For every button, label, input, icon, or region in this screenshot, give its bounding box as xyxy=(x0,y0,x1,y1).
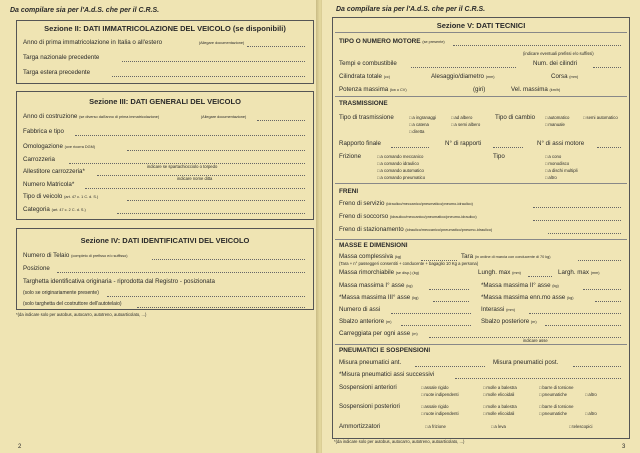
label: *Misura pneumatici assi successivi xyxy=(339,371,435,378)
left-page xyxy=(0,0,318,453)
masses-heading: MASSE E DIMENSIONI xyxy=(339,242,408,249)
motor-heading: TIPO O NUMERO MOTORE (se presente) xyxy=(339,38,445,45)
section-5-title: Sezione V: DATI TECNICI xyxy=(436,21,526,30)
section-3-title: Sezione III: DATI GENERALI DEL VEICOLO xyxy=(89,97,241,106)
label: *Massa massima II° asse (kg) xyxy=(481,282,559,289)
label: Tipo xyxy=(493,153,505,160)
checkbox-telescopici[interactable]: □ telescopici xyxy=(569,424,592,429)
label: Rapporto finale xyxy=(339,140,381,147)
note: indicare asse xyxy=(523,338,548,343)
checkbox-catena[interactable]: □ a catena xyxy=(409,122,429,127)
note: (indicare eventuali prefissi e/o suffissi) xyxy=(523,51,594,56)
field-line[interactable] xyxy=(127,200,305,201)
label: Tipo di cambio xyxy=(495,114,536,121)
label: Sbalzo posteriore (m) xyxy=(481,318,537,325)
divider xyxy=(335,32,627,33)
checkbox-ant-indip[interactable]: □ ruote indipendenti xyxy=(421,392,459,397)
label: Carrozzeria xyxy=(23,156,55,163)
label: (solo se originariamente presente) xyxy=(23,290,99,296)
section-5-box xyxy=(332,17,630,439)
label: Freno di soccorso (idraulico/meccanico/pneumatico/pneumo-idraulico) xyxy=(339,213,477,220)
label: N° di rapporti xyxy=(445,140,482,147)
label: Potenza massima (kw o CV) xyxy=(339,86,407,93)
footnote: *(da indicare solo per autobus, autocarro, autotreno, autoarticolato, ...) xyxy=(334,439,465,444)
field-line[interactable] xyxy=(415,366,485,367)
label: Anno di costruzione (se diverso dall'anno di prima immatricolazione) (Allegare documentazione) xyxy=(23,113,247,120)
checkbox-frizione-automatico[interactable]: □ a comando automatico xyxy=(377,168,424,173)
label: Tipo di veicolo (art. 47 c. 1 C. d. S.) xyxy=(23,193,99,200)
label: Targa nazionale precedente xyxy=(23,54,100,61)
label: *Massa massima III° asse (kg) xyxy=(339,294,419,301)
field-line[interactable] xyxy=(257,120,305,121)
label: Allestitore carrozzeria* xyxy=(23,168,85,175)
checkbox-semi-automatico[interactable]: □ semi automatico xyxy=(583,115,618,120)
section-3-box xyxy=(16,91,314,220)
label: Misura pneumatici post. xyxy=(493,359,559,366)
label: Posizione xyxy=(23,265,50,272)
label: Largh. max (mm) xyxy=(558,269,600,276)
field-line[interactable] xyxy=(391,147,429,148)
section-4-box xyxy=(16,228,314,310)
label: Misura pneumatici ant. xyxy=(339,359,402,366)
divider xyxy=(335,96,627,97)
label: Massa complessiva (kg) xyxy=(339,253,402,260)
label: Corsa (mm) xyxy=(551,73,579,80)
field-line[interactable] xyxy=(433,301,469,302)
transmission-heading: TRASMISSIONE xyxy=(339,100,388,107)
section-2-title: Sezione II: DATI IMMATRICOLAZIONE DEL VEICOLO (se disponibili) xyxy=(44,24,286,33)
right-header: Da compilare sia per l'A.d.S. che per il C.R.S. xyxy=(336,6,486,13)
field-line[interactable] xyxy=(528,276,552,277)
checkbox-frizione[interactable]: □ a frizione xyxy=(425,424,446,429)
section-4-title: Sezione IV: DATI IDENTIFICATIVI DEL VEICOLO xyxy=(80,236,250,245)
label: Vel. massima (km/h) xyxy=(511,86,561,93)
checkbox-post-assale[interactable]: □ assale rigido xyxy=(421,404,449,409)
checkbox-frizione-pneumatico[interactable]: □ a comando pneumatico xyxy=(377,175,425,180)
checkbox-ant-torsione[interactable]: □ barre di torsione xyxy=(539,385,573,390)
field-line[interactable] xyxy=(137,307,305,308)
field-line[interactable] xyxy=(75,135,305,136)
label: Interassi (mm) xyxy=(481,306,515,313)
field-line[interactable] xyxy=(583,289,621,290)
divider xyxy=(335,183,627,184)
checkbox-post-indip[interactable]: □ ruote indipendenti xyxy=(421,411,459,416)
label: *Massa massima enn.mo asse (kg) xyxy=(481,294,574,301)
checkbox-diretta[interactable]: □ diretta xyxy=(409,129,424,134)
field-line[interactable] xyxy=(112,76,305,77)
left-header: Da compilare sia per l'A.d.S. che per il C.R.S. xyxy=(10,7,160,14)
label: N° di assi motore xyxy=(537,140,585,147)
label: Sbalzo anteriore (m) xyxy=(339,318,392,325)
checkbox-post-torsione[interactable]: □ barre di torsione xyxy=(539,404,573,409)
checkbox-dischi-multipli[interactable]: □ a dischi multipli xyxy=(545,168,578,173)
field-line[interactable] xyxy=(548,233,621,234)
checkbox-ant-assale[interactable]: □ assale rigido xyxy=(421,385,449,390)
field-line[interactable] xyxy=(573,366,621,367)
label: Freno di stazionamento (idraulico/meccanico/pneumatico/pneumo-idraulico) xyxy=(339,226,493,233)
label: Anno di prima immatricolazione in Italia o all'estero (Allegare documentazione) xyxy=(23,39,245,46)
field-line[interactable] xyxy=(117,213,305,214)
label: Numero di Telaio (completo di prefisso e/o suffisso) xyxy=(23,252,128,259)
label: Numero Matricola* xyxy=(23,181,75,188)
tyres-heading: PNEUMATICI E SOSPENSIONI xyxy=(339,347,431,354)
field-line[interactable] xyxy=(545,325,621,326)
field-line[interactable] xyxy=(533,207,621,208)
label: Massa rimorchiabile (se disp.) (kg) xyxy=(339,269,419,276)
checkbox-semi-albero[interactable]: □ a semi albero xyxy=(451,122,480,127)
checkbox-ant-elicoidali[interactable]: □ molle elicoidali xyxy=(483,392,514,397)
label: Tipo di trasmissione xyxy=(339,114,394,121)
field-line[interactable] xyxy=(597,147,621,148)
field-line[interactable] xyxy=(593,67,621,68)
label: Tempi e combustibile xyxy=(339,60,397,67)
label: (giri) xyxy=(473,86,486,93)
label: Massa massima I° asse (kg) xyxy=(339,282,413,289)
label: Categoria (art. 47 c. 2 C. d. S.) xyxy=(23,206,86,213)
field-line[interactable] xyxy=(411,67,516,68)
right-page xyxy=(322,0,640,453)
checkbox-ant-balestra[interactable]: □ molle a balestra xyxy=(483,385,517,390)
field-line[interactable] xyxy=(152,259,305,260)
field-line[interactable] xyxy=(529,313,621,314)
field-line[interactable] xyxy=(57,272,305,273)
field-line[interactable] xyxy=(595,301,621,302)
checkbox-cono[interactable]: □ a cono xyxy=(545,154,561,159)
label: Tara (in ordine di marcia con conducente di 70 kg) xyxy=(461,253,551,260)
note: indicare se spartachiocciolo o torpedo xyxy=(147,164,218,169)
label: Fabbrica e tipo xyxy=(23,128,64,135)
page-number: 3 xyxy=(622,444,626,450)
field-line[interactable] xyxy=(429,289,469,290)
label: Freno di servizio (idraulico/meccanico/pneumatico/pneumo-idraulico) xyxy=(339,200,473,207)
checkbox-ingranaggi[interactable]: □ a ingranaggi xyxy=(409,115,436,120)
page-number: 2 xyxy=(18,444,22,450)
field-line[interactable] xyxy=(455,378,621,379)
checkbox-albero[interactable]: □ ad albero xyxy=(451,115,472,120)
label: Ammortizzatori xyxy=(339,423,381,430)
checkbox-ant-pneumatiche[interactable]: □ pneumatiche xyxy=(539,392,567,397)
label: Carreggiata per ogni asse (m) xyxy=(339,330,418,337)
checkbox-post-elicoidali[interactable]: □ molle elicoidali xyxy=(483,411,514,416)
label: Cilindrata totale (cc) xyxy=(339,73,391,80)
checkbox-post-pneumatiche[interactable]: □ pneumatiche xyxy=(539,411,567,416)
section-2-box xyxy=(16,20,314,84)
footnote: *(da indicare solo per autobus, autocarro, autotreno, autoarticolato, ...) xyxy=(16,312,147,317)
label: Omologazione (ove ricorra DGM) xyxy=(23,143,96,150)
label: Targhetta identificativa originaria - riprodotta dal Registro - posizionata xyxy=(23,278,215,285)
checkbox-altro[interactable]: □ altro xyxy=(545,175,557,180)
label: Lungh. max (mm) xyxy=(478,269,521,276)
field-line[interactable] xyxy=(127,150,305,151)
label: Frizione xyxy=(339,153,362,160)
checkbox-ant-altro[interactable]: □ altro xyxy=(585,392,597,397)
label: Alesaggio/diametro (mm) xyxy=(431,73,495,80)
label: Sospensioni anteriori xyxy=(339,384,397,391)
checkbox-frizione-meccanico[interactable]: □ a comando meccanico xyxy=(377,154,423,159)
checkbox-post-altro[interactable]: □ altro xyxy=(585,411,597,416)
divider xyxy=(335,239,627,240)
note: (Tara + n° passeggeri consentiti + conducente + bagaglio 10 Kg a persona) xyxy=(339,261,479,266)
checkbox-frizione-idraulico[interactable]: □ a comando idraulico xyxy=(377,161,419,166)
field-line[interactable] xyxy=(107,296,305,297)
checkbox-post-balestra[interactable]: □ molle a balestra xyxy=(483,404,517,409)
field-line[interactable] xyxy=(401,325,471,326)
field-line[interactable] xyxy=(391,313,471,314)
divider xyxy=(335,344,627,345)
field-line[interactable] xyxy=(578,260,621,261)
label: Num. dei cilindri xyxy=(533,60,578,67)
checkbox-monodisco[interactable]: □ monodisco xyxy=(545,161,569,166)
checkbox-manuale[interactable]: □ manuale xyxy=(545,122,565,127)
brakes-heading: FRENI xyxy=(339,188,359,195)
label: Numero di assi xyxy=(339,306,381,313)
note: indicare nome ditta xyxy=(177,176,213,181)
field-line[interactable] xyxy=(85,188,305,189)
field-line[interactable] xyxy=(247,46,305,47)
label: Sospensioni posteriori xyxy=(339,403,400,410)
field-line[interactable] xyxy=(533,220,621,221)
label: Targa estera precedente xyxy=(23,69,91,76)
field-line[interactable] xyxy=(453,45,621,46)
checkbox-leva[interactable]: □ a leva xyxy=(491,424,506,429)
field-line[interactable] xyxy=(122,61,305,62)
field-line[interactable] xyxy=(493,147,523,148)
checkbox-automatico[interactable]: □ automatico xyxy=(545,115,569,120)
label: (solo targhetta del costruttore dell'autotelaio) xyxy=(23,301,122,307)
